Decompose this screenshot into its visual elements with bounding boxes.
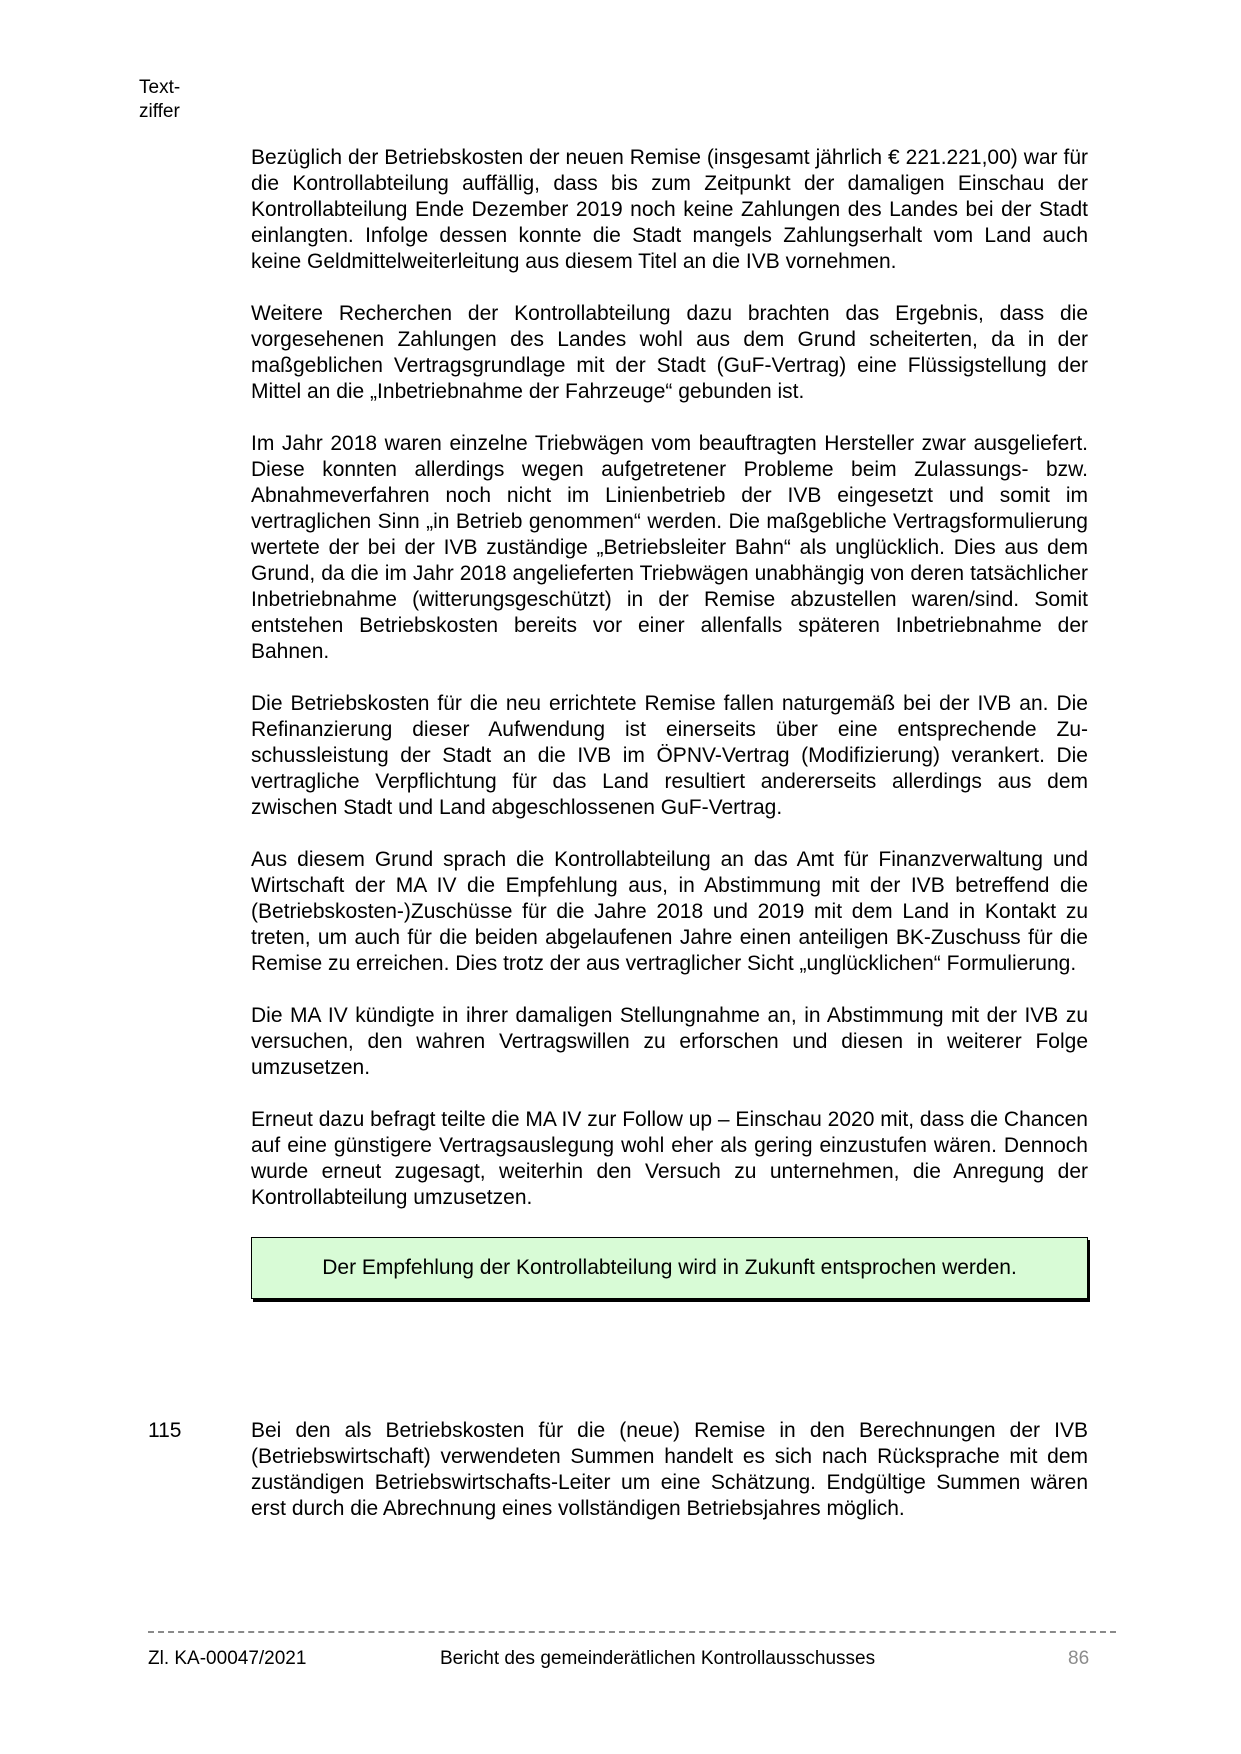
text-number: 115: [148, 1419, 182, 1442]
margin-label-line-2: ziffer: [139, 101, 180, 122]
recommendation-box: [251, 1237, 1088, 1299]
footer-title: Bericht des gemeinderätlichen Kontrollausschusses: [440, 1648, 876, 1669]
numbered-section-text: Bei den als Betriebskosten für die (neue) Remise in den Berechnungen der IVB (Betriebswirtschaft) verwendeten Summen handelt es sich nach Rücksprache mit dem zuständigen Betriebswirtschafts-Leiter um eine Schätzung. Endgültige Summen wären erst durch die Abrechnung eines vollständigen Betriebsjahres möglich.: [251, 1419, 1088, 1520]
paragraph-recommendation-issued: Aus diesem Grund sprach die Kontrollabteilung an das Amt für Finanzverwaltung und Wirtschaft der MA IV die Empfehlung aus, in Abstimmung mit der IVB betreffend die (Betriebskosten-)Zuschüsse für die Jahre 2018 und 2019 mit dem Land in Kontakt zu treten, um auch für die beiden abgelaufenen Jahre einen anteiligen BK-Zuschuss für die Remise zu erreichen. Dies trotz der aus vertraglicher Sicht „unglücklichen“ Formulierung.: [251, 848, 1088, 975]
footer-divider: [148, 1631, 1116, 1633]
paragraph-refinancing: Die Betriebskosten für die neu errichtete Remise fallen naturgemäß bei der IVB an. Die Refinanzierung dieser Aufwendung ist einerseits über eine entsprechende Zuschussleistung der Stadt an die IVB im ÖPNV-Vertrag (Modifizierung) verankert. Die vertragliche Verpflichtung für das Land resultiert andererseits allerdings aus dem zwischen Stadt und Land abgeschlossenen GuF-Vertrag.: [251, 692, 1088, 819]
footer-reference: Zl. KA-00047/2021: [148, 1648, 307, 1669]
page-number: 86: [1068, 1648, 1090, 1669]
paragraph-tram-delivery: Im Jahr 2018 waren einzelne Triebwägen vom beauftragten Hersteller zwar ausgeliefert. Diese konnten allerdings wegen aufgetretener Probleme beim Zulassungs- bzw. Abnahmeverfahren noch nicht im Linienbetrieb der IVB eingesetzt und somit im vertraglichen Sinn „in Betrieb genommen“ werden. Die maßgebliche Vertragsformulierung wertete der bei der IVB zuständige „Betriebsleiter Bahn“ als unglücklich. Dies aus dem Grund, da die im Jahr 2018 angelieferten Triebwägen unabhängig von deren tatsächlicher Inbetriebnahme (witterungsgeschützt) in der Remise abzustellen waren/sind. Somit entstehen Betriebskosten bereits vor einer allenfalls späteren Inbetriebnahme der Bahnen.: [251, 432, 1088, 663]
main-content: [251, 145, 1088, 1299]
margin-label-line-1: Text-: [139, 77, 181, 98]
paragraph-operating-costs: Bezüglich der Betriebskosten der neuen Remise (insgesamt jährlich € 221.221,00) war für die Kontrollabteilung auffällig, dass bis zum Zeitpunkt der damaligen Einschau der Kontrollabteilung Ende Dezember 2019 noch keine Zahlungen des Landes bei der Stadt einlangten. Infolge dessen konnte die Stadt mangels Zahlungserhalt vom Land auch keine Geldmittelweiterleitung aus diesem Titel an die IVB vornehmen.: [251, 146, 1088, 273]
paragraph-research-results: Weitere Recherchen der Kontrollabteilung dazu brachten das Ergebnis, dass die vorgesehenen Zahlungen des Landes wohl aus dem Grund scheiterten, da in der maßgeblichen Vertragsgrundlage mit der Stadt (GuF-Vertrag) eine Flüssigstellung der Mittel an die „Inbetriebnahme der Fahrzeuge“ gebunden ist.: [251, 302, 1088, 403]
recommendation-text: Der Empfehlung der Kontrollabteilung wird in Zukunft entsprochen werden.: [322, 1256, 1017, 1279]
paragraph-follow-up: Erneut dazu befragt teilte die MA IV zur Follow up – Einschau 2020 mit, dass die Chancen auf eine günstigere Vertragsauslegung wohl eher als gering einzustufen wären. Dennoch wurde erneut zugesagt, weiterhin den Versuch zu unternehmen, die Anregung der Kontrollabteilung umzusetzen.: [251, 1108, 1088, 1209]
paragraph-ma-iv-statement: Die MA IV kündigte in ihrer damaligen Stellungnahme an, in Abstimmung mit der IVB zu versuchen, den wahren Vertragswillen zu erforschen und diesen in weiterer Folge umzusetzen.: [251, 1004, 1088, 1079]
margin-column-label: [139, 76, 180, 124]
